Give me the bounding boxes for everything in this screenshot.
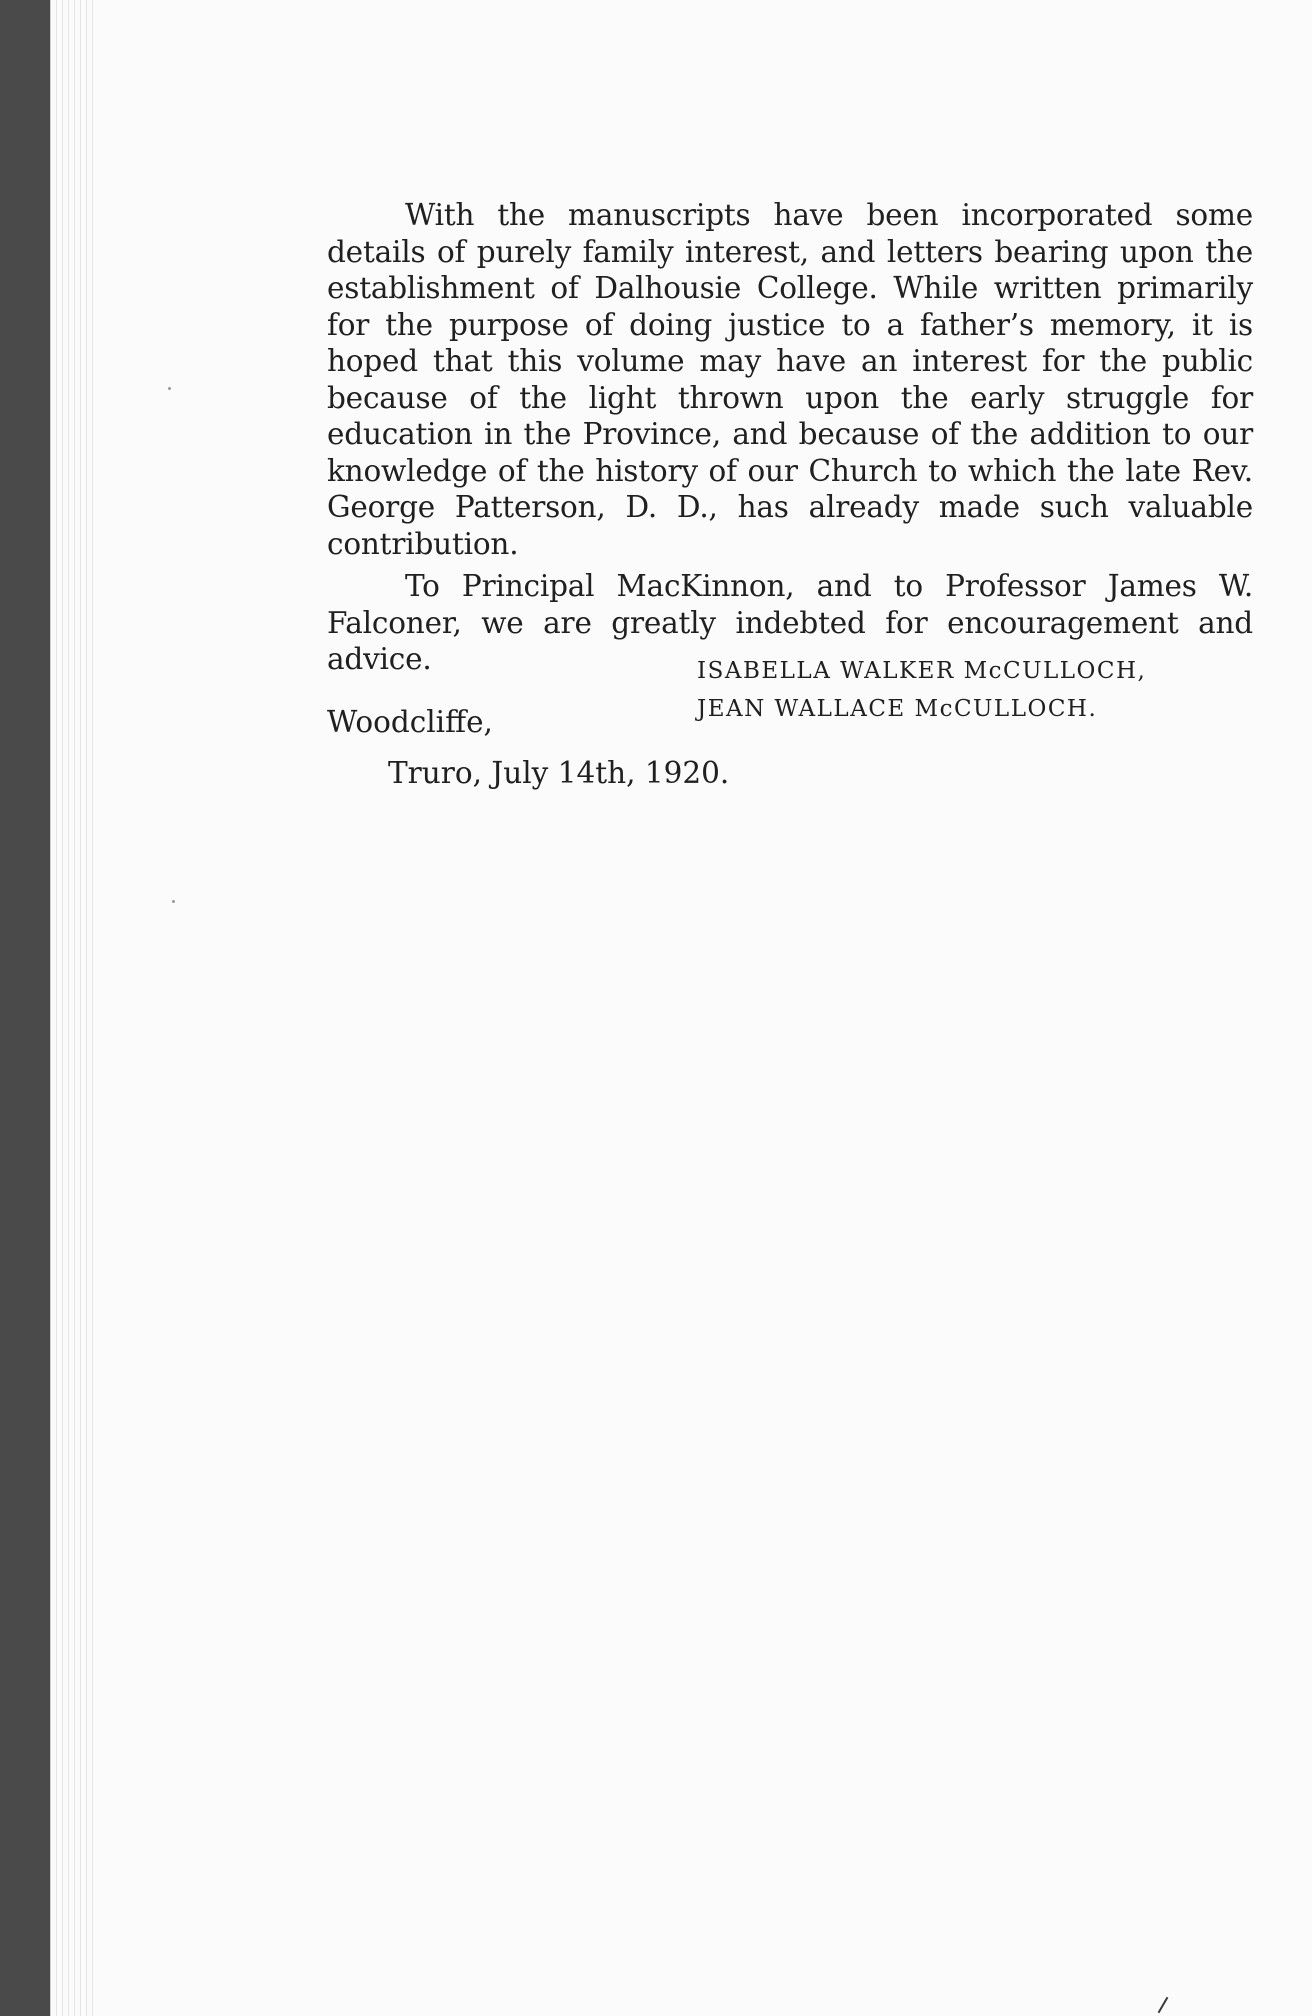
- signatory-name: ISABELLA WALKER McCULLOCH,: [697, 658, 1147, 684]
- preface-paragraph: To Principal MacKinnon, and to Professor James W. Falconer, we are greatly indebted for encouragement and advice.: [327, 569, 1253, 676]
- page-edge: [50, 0, 51, 2016]
- paper-speck: [172, 900, 175, 903]
- preface-body: [327, 197, 1253, 678]
- preface-paragraph: With the manuscripts have been incorporated some details of purely family interest, and letters bearing upon the establishment of Dalhousie College. While written primarily for the purpose of doing justice to a father’s memory, it is hoped that this volume may have an interest for the public because of the light thrown upon the early struggle for education in the Province, and because of the addition to our knowledge of the history of our Church to which the late Rev. George Patterson, D. D., has already made such valuable contribution.: [327, 198, 1253, 561]
- page-edge: [86, 0, 87, 2016]
- signature-block: [697, 652, 1146, 728]
- signatory-name: JEAN WALLACE McCULLOCH.: [697, 696, 1098, 722]
- page-edge: [74, 0, 75, 2016]
- page-edge: [62, 0, 63, 2016]
- paper-speck: [168, 387, 171, 390]
- page-edge: [80, 0, 81, 2016]
- page-edge: [92, 0, 93, 2016]
- page-edge: [68, 0, 69, 2016]
- date-line: Truro, July 14th, 1920.: [388, 756, 730, 790]
- place-line: Woodcliffe,: [327, 705, 493, 739]
- page-edge: [56, 0, 57, 2016]
